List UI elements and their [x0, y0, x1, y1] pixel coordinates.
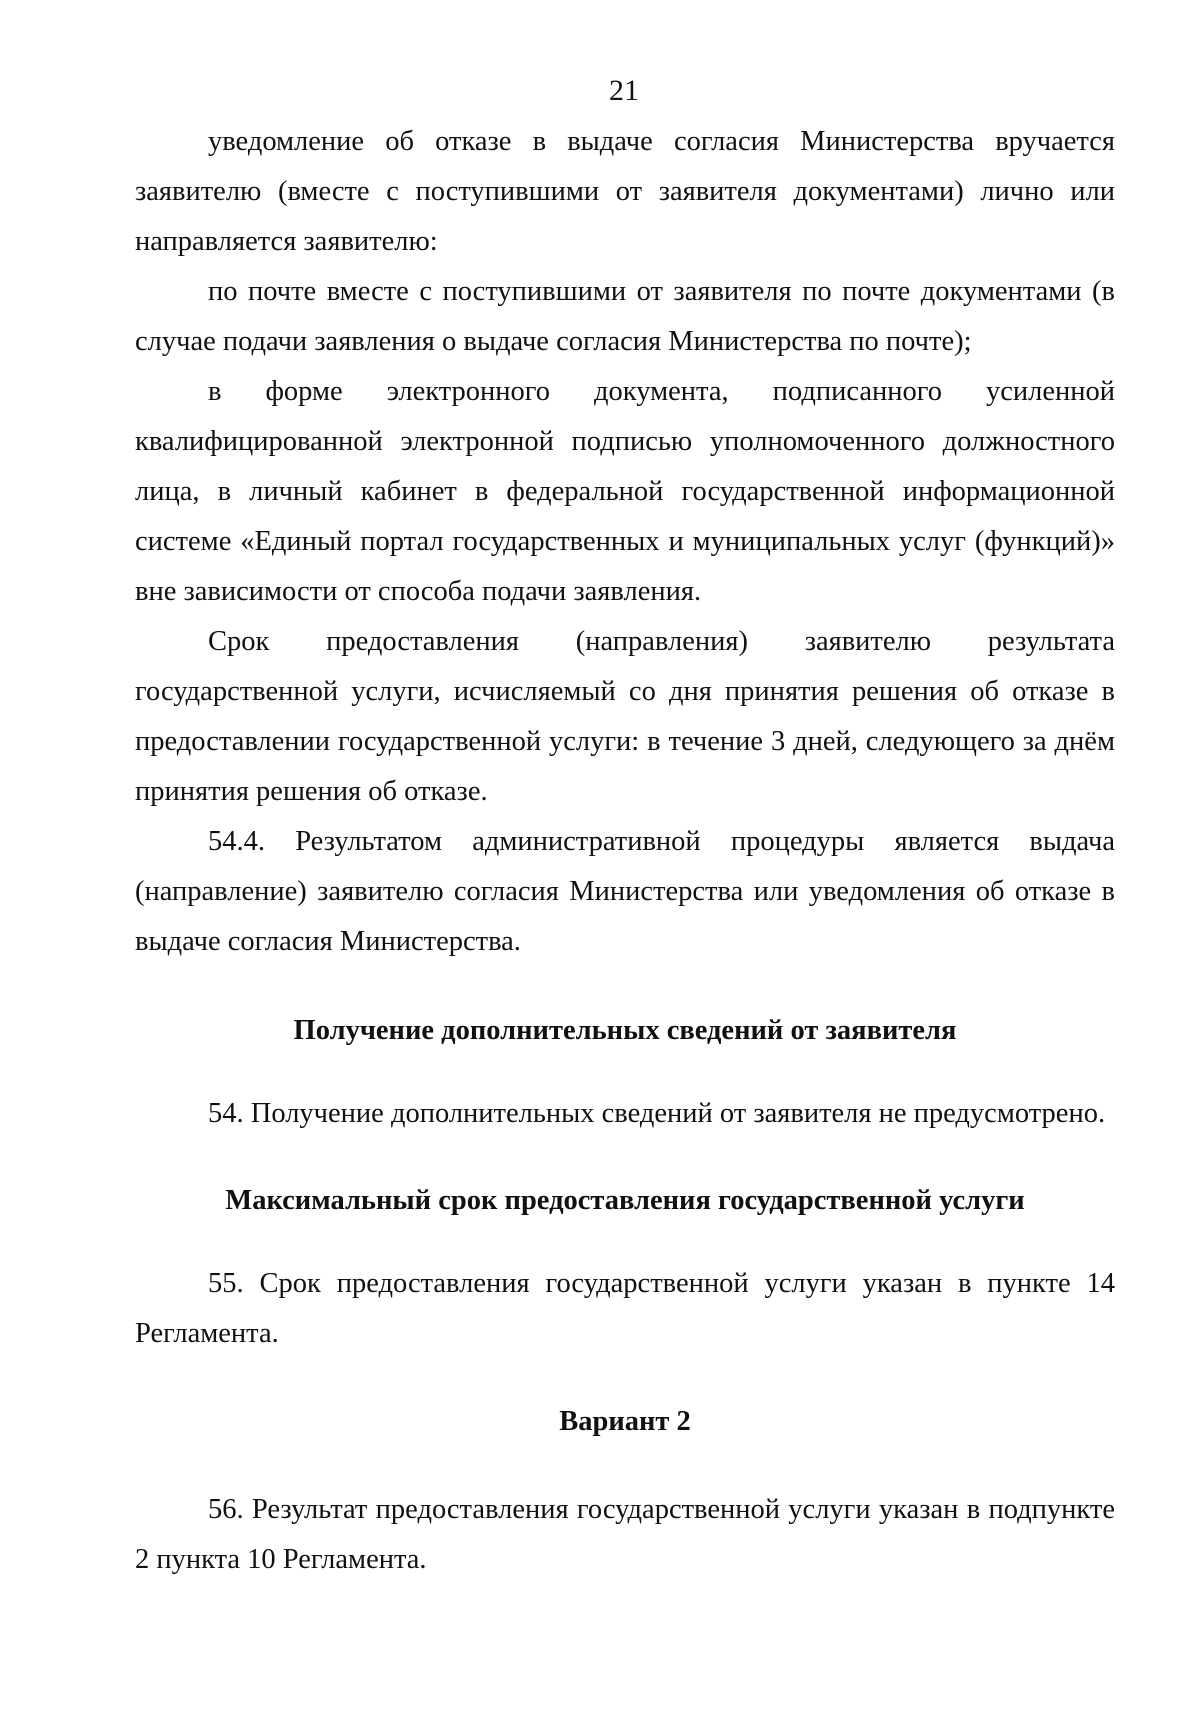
- paragraph-result-term: Срок предоставления (направления) заявителю результата государственной услуги, исчисляемый со дня принятия решения об отказе в предоставлении государственной услуги: в течение 3 дней, следующего за днём принятия решения об отказе.: [135, 626, 1115, 807]
- heading-additional-info: Получение дополнительных сведений от заявителя: [293, 1015, 957, 1046]
- paragraph-55: 55. Срок предоставления государственной услуги указан в пункте 14 Регламента.: [135, 1268, 1115, 1349]
- paragraph-electronic-document: в форме электронного документа, подписанного усиленной квалифицированной электронной подписью уполномоченного должностного лица, в личный кабинет в федеральной государственной информационной системе «Единый портал государственных и муниципальных услуг (функций)» вне зависимости от способа подачи заявления.: [135, 376, 1115, 607]
- paragraph-refusal-notice: уведомление об отказе в выдаче согласия Министерства вручается заявителю (вместе с поступившими от заявителя документами) лично или направляется заявителю:: [135, 126, 1115, 257]
- paragraph-54-4: 54.4. Результатом административной процедуры является выдача (направление) заявителю согласия Министерства или уведомления об отказе в выдаче согласия Министерства.: [135, 826, 1115, 957]
- page-number: 21: [609, 74, 639, 107]
- paragraph-54: 54. Получение дополнительных сведений от заявителя не предусмотрено.: [208, 1098, 1106, 1129]
- heading-variant-2: Вариант 2: [559, 1406, 691, 1437]
- paragraph-56: 56. Результат предоставления государственной услуги указан в подпункте 2 пункта 10 Регламента.: [135, 1494, 1115, 1575]
- document-body: [135, 117, 1115, 1585]
- paragraph-by-mail: по почте вместе с поступившими от заявителя по почте документами (в случае подачи заявления о выдаче согласия Министерства по почте);: [135, 276, 1115, 357]
- heading-max-term: Максимальный срок предоставления государственной услуги: [225, 1185, 1025, 1216]
